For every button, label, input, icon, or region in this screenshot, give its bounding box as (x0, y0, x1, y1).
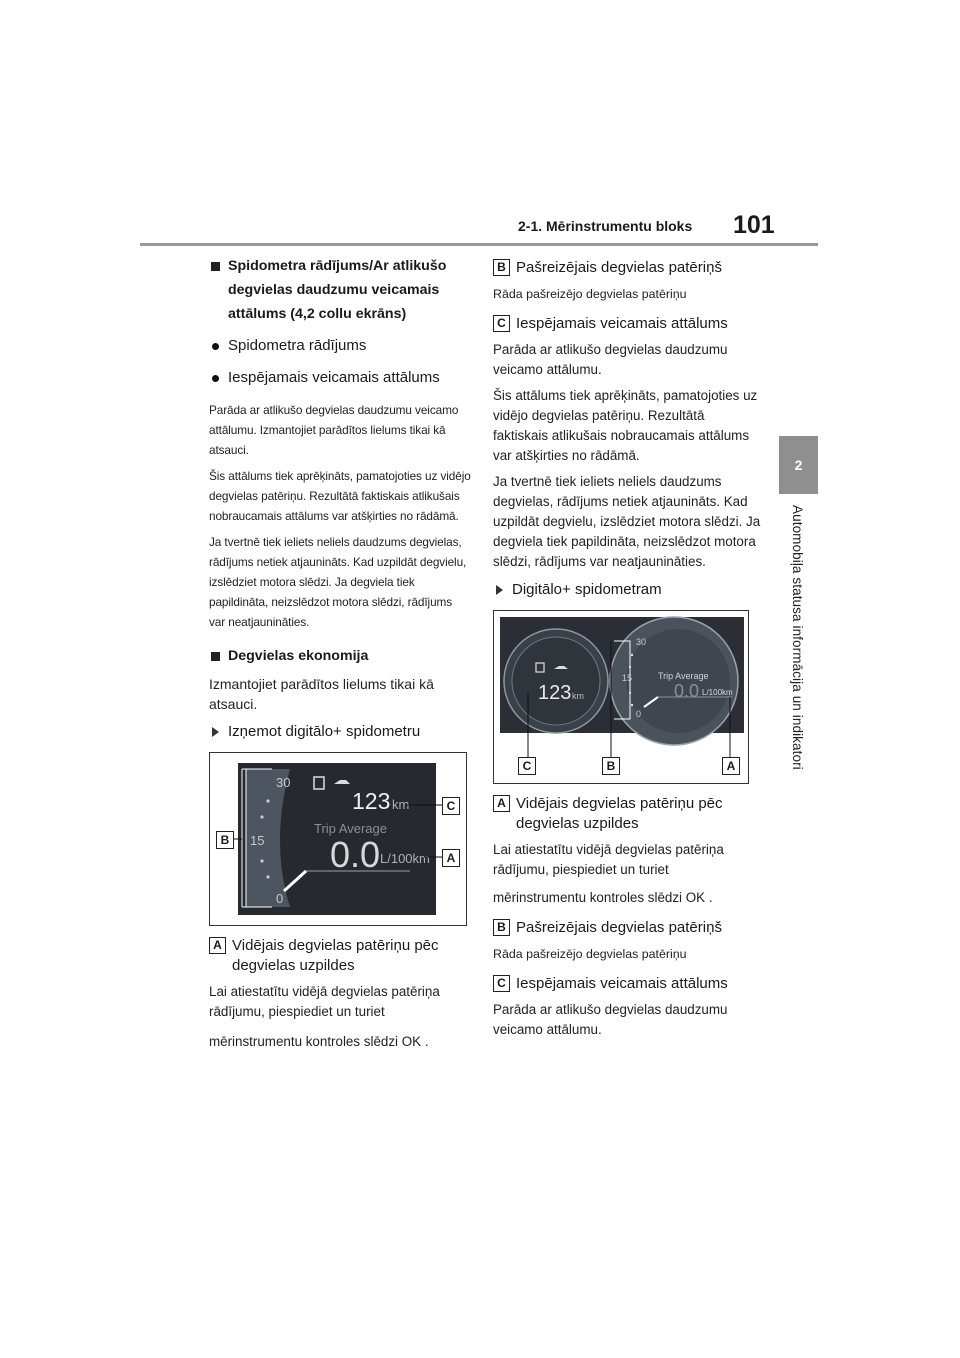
bullet-item: Spidometra rādījums (209, 336, 471, 356)
svg-text:30: 30 (276, 775, 291, 790)
bullet-dot-icon (212, 375, 219, 382)
meter-display-illustration (210, 753, 466, 925)
callout-c: C (518, 757, 536, 775)
section-title: 2-1. Mērinstrumentu bloks (518, 218, 693, 234)
page-number: 101 (733, 211, 775, 239)
svg-text:15: 15 (622, 673, 633, 683)
paragraph: Lai atiestatītu vidējā degvielas patēriņa rādījumu, piespiediet un turiet (209, 984, 440, 1019)
paragraph: Parāda ar atlikušo degvielas daudzumu veicamo attālumu. Izmantojiet parādītos lielums tikai kā atsauci. (209, 403, 459, 457)
label-box-a: A (493, 795, 510, 812)
svg-text:30: 30 (636, 637, 647, 647)
item-b-title: B Pašreizējais degvielas patēriņš (493, 258, 763, 278)
svg-text:Trip Average: Trip Average (658, 671, 709, 681)
figure-meter-display (209, 752, 467, 926)
arrow-item: Digitālo+ spidometram (493, 580, 763, 600)
item-b-title: B Pašreizējais degvielas patēriņš (493, 918, 763, 938)
item-a-title: A Vidējais degvielas patēriņu pēc degvielas uzpildes (209, 936, 471, 976)
label-box-c: C (493, 975, 510, 992)
triangle-arrow-icon (212, 727, 219, 737)
figure-digital-meter (493, 610, 749, 784)
paragraph: Rāda pašreizējo degvielas patēriņu (493, 287, 687, 301)
header-divider (140, 243, 818, 246)
callout-a: A (442, 849, 460, 867)
svg-text:0: 0 (636, 709, 642, 719)
paragraph: Parāda ar atlikušo degvielas daudzumu veicamo attālumu. (493, 1002, 728, 1037)
svg-text:123: 123 (538, 682, 572, 704)
paragraph: Ja tvertnē tiek ieliets neliels daudzums degvielas, rādījums netiek atjaunināts. Kad uzpildāt degvielu, izslēdziet motora slēdzi. Ja degviela tiek papildināta, neizslēdzot motora slēdzi, rādījums var neatjaunināties. (209, 535, 467, 629)
svg-text:km: km (392, 797, 410, 812)
section-heading: Spidometra rādījums/Ar atlikušo degvielas daudzumu veicamais attālums (4,2 collu ekrāns) (209, 254, 471, 326)
callout-b: B (216, 831, 234, 849)
paragraph: Izmantojiet parādītos lielums tikai kā atsauci. (209, 676, 434, 712)
item-c-title: C Iespējamais veicamais attālums (493, 974, 763, 994)
callout-a: A (722, 757, 740, 775)
svg-text:123: 123 (352, 788, 391, 814)
chapter-tab: 2 (779, 436, 818, 494)
bullet-item: Iespējamais veicamais attālums (209, 368, 471, 388)
paragraph: Šis attālums tiek aprēķināts, pamatojoties uz vidējo degvielas patēriņu. Rezultātā faktiskais atlikušais nobraucamais attālums var atšķirties no rādāmā. (493, 388, 758, 463)
paragraph: mērinstrumentu kontroles slēdzi OK . (493, 890, 713, 905)
svg-text:km: km (572, 691, 584, 701)
paragraph: Lai atiestatītu vidējā degvielas patēriņa rādījumu, piespiediet un turiet (493, 842, 724, 877)
svg-text:L/100km: L/100km (380, 851, 430, 866)
svg-text:L/100km: L/100km (702, 688, 733, 697)
paragraph: Rāda pašreizējo degvielas patēriņu (493, 947, 687, 961)
item-c-title: C Iespējamais veicamais attālums (493, 314, 763, 334)
arrow-item: Izņemot digitālo+ spidometru (209, 722, 471, 742)
triangle-arrow-icon (496, 585, 503, 595)
svg-text:0.0: 0.0 (674, 681, 700, 701)
paragraph: Šis attālums tiek aprēķināts, pamatojoties uz vidējo degvielas patēriņu. Rezultātā faktiskais atlikušais nobraucamais attālums var atšķirties no rādāmā. (209, 469, 471, 523)
right-column (493, 254, 763, 1046)
square-bullet-icon (211, 652, 220, 661)
left-column (209, 254, 471, 1058)
label-box-b: B (493, 259, 510, 276)
label-box-a: A (209, 937, 226, 954)
label-box-b: B (493, 919, 510, 936)
chapter-title: Automobiļa statusa informācija un indikatori (790, 505, 805, 770)
svg-text:15: 15 (250, 833, 265, 848)
bullet-dot-icon (212, 343, 219, 350)
label-box-c: C (493, 315, 510, 332)
paragraph: mērinstrumentu kontroles slēdzi OK . (209, 1034, 429, 1049)
svg-text:Trip Average: Trip Average (314, 821, 387, 836)
paragraph: Ja tvertnē tiek ieliets neliels daudzums degvielas, rādījums netiek atjaunināts. Kad uzpildāt degvielu, izslēdziet motora slēdzi. Ja degviela tiek papildināta, neizslēdzot motora slēdzi, rādījums var neatjaunināties. (493, 474, 761, 569)
paragraph: Parāda ar atlikušo degvielas daudzumu veicamo attālumu. (493, 342, 728, 377)
item-a-title: A Vidējais degvielas patēriņu pēc degvielas uzpildes (493, 794, 763, 834)
callout-c: C (442, 797, 460, 815)
svg-text:0: 0 (276, 891, 284, 906)
square-bullet-icon (211, 262, 220, 271)
callout-b: B (602, 757, 620, 775)
svg-text:0.0: 0.0 (330, 834, 381, 875)
section-heading: Degvielas ekonomija (209, 644, 471, 668)
